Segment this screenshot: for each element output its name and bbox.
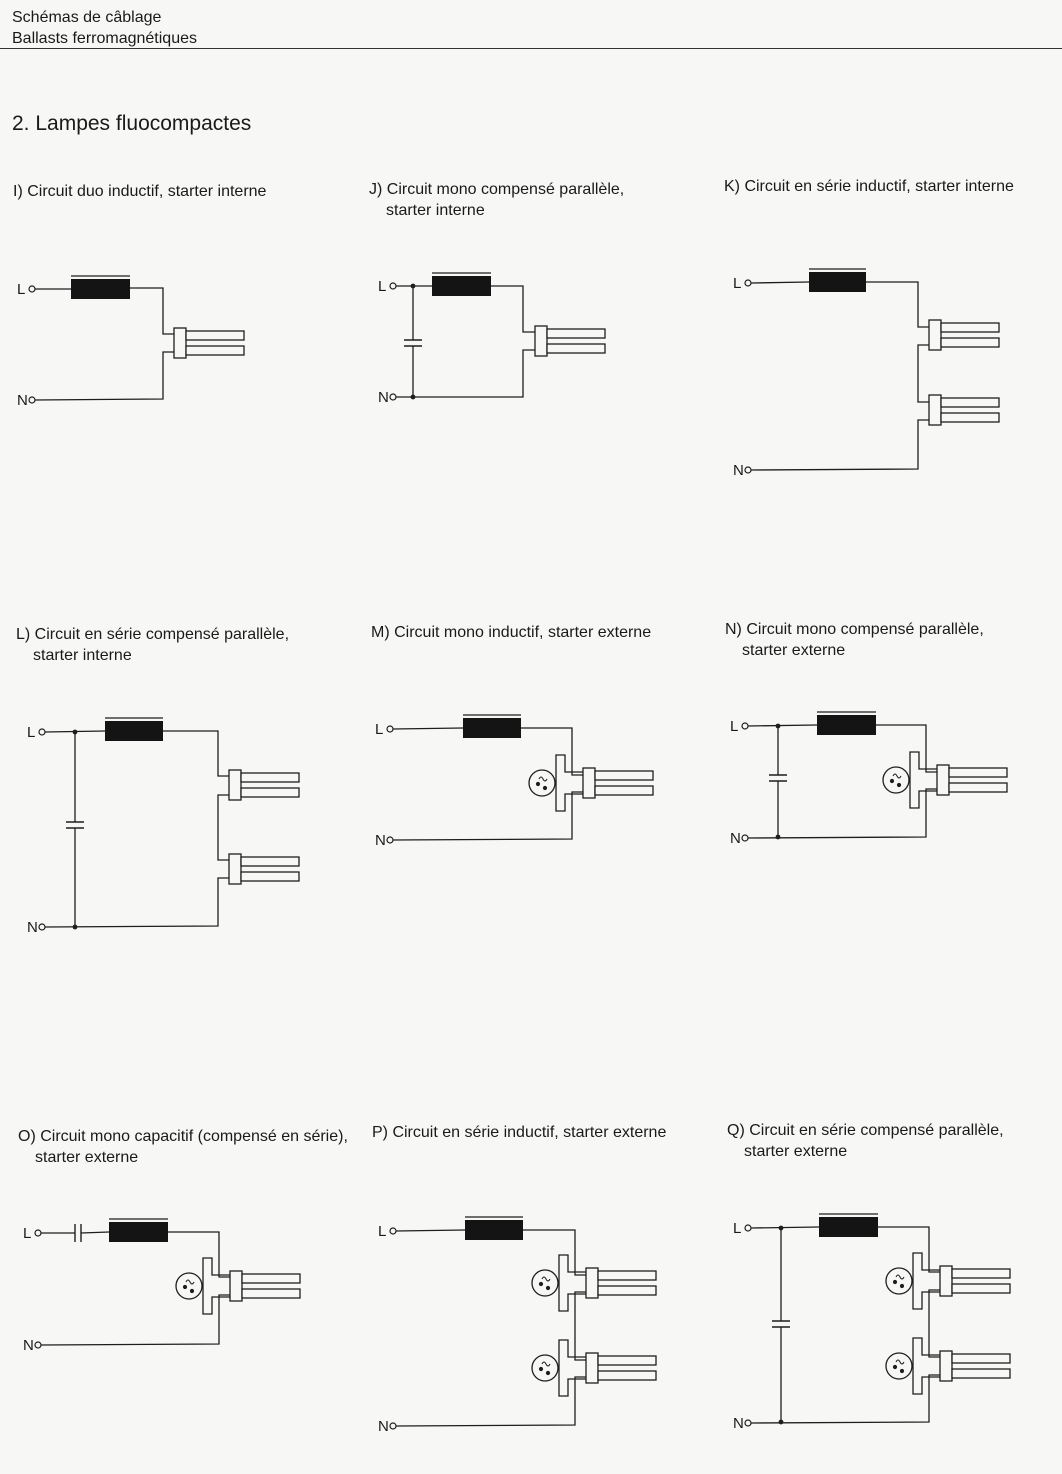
terminal-icon xyxy=(745,1420,751,1426)
section-title: 2. Lampes fluocompactes xyxy=(12,112,252,135)
wire xyxy=(491,286,535,332)
terminal-label: N xyxy=(27,919,38,936)
caption-line: I) Circuit duo inductif, starter interne xyxy=(13,183,267,200)
lamp-tube xyxy=(598,1286,656,1295)
terminal-label: L xyxy=(17,281,26,298)
circuit-q-diagram xyxy=(733,1214,1010,1432)
terminal-icon xyxy=(35,1230,41,1236)
wire xyxy=(748,725,817,726)
wire xyxy=(751,282,809,283)
lamp-base xyxy=(229,854,241,884)
lamp-tube xyxy=(941,338,999,347)
terminal-icon xyxy=(39,729,45,735)
wire xyxy=(751,1375,940,1423)
lamp-base xyxy=(229,770,241,800)
lamp-tube xyxy=(241,857,299,866)
terminal-icon xyxy=(29,286,35,292)
caption-line: J) Circuit mono compensé parallèle, xyxy=(369,181,625,198)
lamp-base xyxy=(940,1351,952,1381)
wire xyxy=(910,752,937,808)
terminal-icon xyxy=(745,280,751,286)
ballast-choke xyxy=(432,276,491,296)
lamp-base xyxy=(586,1353,598,1383)
terminal-label: N xyxy=(378,1418,389,1435)
lamp-tube xyxy=(186,346,244,355)
terminal-label: L xyxy=(27,724,36,741)
caption-line: starter externe xyxy=(35,1149,139,1166)
lamp-tube xyxy=(241,788,299,797)
wire xyxy=(748,789,937,838)
starter-pin xyxy=(183,1285,187,1289)
wire xyxy=(218,795,229,860)
wire xyxy=(878,1227,940,1272)
caption-line: Q) Circuit en série compensé parallèle, xyxy=(727,1122,1004,1139)
starter-pin xyxy=(893,1365,897,1369)
lamp-base xyxy=(586,1268,598,1298)
lamp-tube xyxy=(952,1284,1010,1293)
terminal-label: L xyxy=(23,1225,32,1242)
ballast-choke xyxy=(105,721,163,741)
lamp-tube xyxy=(949,768,1007,777)
wire xyxy=(559,1340,586,1396)
starter-icon xyxy=(532,1355,558,1381)
circuit-i-diagram xyxy=(17,276,244,409)
starter-icon xyxy=(529,770,555,796)
terminal-label: L xyxy=(378,278,387,295)
starter-icon xyxy=(176,1273,202,1299)
ballast-choke xyxy=(817,715,876,735)
terminal-label: N xyxy=(378,389,389,406)
lamp-tube xyxy=(949,783,1007,792)
lamp-tube xyxy=(941,413,999,422)
lamp-tube xyxy=(598,1356,656,1365)
lamp-tube xyxy=(547,344,605,353)
terminal-label: L xyxy=(378,1223,387,1240)
ballast-choke xyxy=(71,279,130,299)
starter-pin xyxy=(539,1282,543,1286)
starter-pin xyxy=(890,779,894,783)
wire xyxy=(168,1232,230,1277)
terminal-icon xyxy=(742,835,748,841)
terminal-label: N xyxy=(733,462,744,479)
wire xyxy=(521,728,583,775)
caption-line: K) Circuit en série inductif, starter interne xyxy=(724,178,1014,195)
lamp-tube xyxy=(598,1271,656,1280)
terminal-icon xyxy=(390,1423,396,1429)
lamp-tube xyxy=(952,1369,1010,1378)
lamp-base xyxy=(583,768,595,798)
ballast-choke xyxy=(463,718,521,738)
terminal-label: N xyxy=(17,392,28,409)
header-line-2: Ballasts ferromagnétiques xyxy=(12,30,197,47)
lamp-tube xyxy=(242,1289,300,1298)
terminal-label: L xyxy=(733,275,742,292)
terminal-icon xyxy=(742,723,748,729)
lamp-tube xyxy=(547,329,605,338)
starter-icon xyxy=(883,767,909,793)
starter-pin xyxy=(546,1371,550,1375)
wire xyxy=(575,1292,586,1360)
circuit-j-diagram xyxy=(378,273,605,406)
terminal-icon xyxy=(39,924,45,930)
terminal-label: N xyxy=(23,1337,34,1354)
circuit-m-diagram xyxy=(375,715,653,849)
wire xyxy=(203,1258,230,1314)
wire xyxy=(35,352,174,400)
lamp-tube xyxy=(595,786,653,795)
wire xyxy=(556,755,583,811)
starter-icon xyxy=(532,1270,558,1296)
starter-pin xyxy=(900,1369,904,1373)
wire xyxy=(913,1253,940,1309)
terminal-label: L xyxy=(733,1220,742,1237)
lamp-tube xyxy=(242,1274,300,1283)
starter-pin xyxy=(546,1286,550,1290)
circuit-p-diagram xyxy=(378,1217,656,1435)
circuit-k-diagram xyxy=(733,269,999,479)
wire xyxy=(929,1290,940,1357)
lamp-base xyxy=(929,395,941,425)
caption-line: starter externe xyxy=(742,642,846,659)
wire xyxy=(393,728,463,729)
caption-line: starter externe xyxy=(744,1143,848,1160)
wire xyxy=(523,1230,586,1275)
terminal-label: N xyxy=(733,1415,744,1432)
caption-line: O) Circuit mono capacitif (compensé en série), xyxy=(18,1128,348,1145)
terminal-icon xyxy=(390,1228,396,1234)
wire xyxy=(751,1227,819,1228)
lamp-tube xyxy=(595,771,653,780)
terminal-icon xyxy=(745,467,751,473)
circuit-l-diagram xyxy=(27,718,299,936)
starter-pin xyxy=(900,1284,904,1288)
wire xyxy=(876,725,937,772)
lamp-tube xyxy=(241,872,299,881)
terminal-icon xyxy=(29,397,35,403)
lamp-tube xyxy=(952,1354,1010,1363)
wire xyxy=(913,1338,940,1394)
lamp-base xyxy=(937,765,949,795)
wire xyxy=(45,878,229,927)
terminal-icon xyxy=(387,837,393,843)
header-line-1: Schémas de câblage xyxy=(12,9,162,26)
ballast-choke xyxy=(465,1220,523,1240)
terminal-icon xyxy=(387,726,393,732)
terminal-label: N xyxy=(375,832,386,849)
starter-icon xyxy=(886,1353,912,1379)
wire xyxy=(918,345,929,402)
caption-line: M) Circuit mono inductif, starter externe xyxy=(371,624,652,641)
wire xyxy=(163,731,229,776)
caption-line: starter interne xyxy=(386,202,485,219)
terminal-label: L xyxy=(730,718,739,735)
ballast-choke xyxy=(809,272,866,292)
lamp-tube xyxy=(952,1269,1010,1278)
circuit-o-diagram xyxy=(23,1219,300,1354)
terminal-icon xyxy=(390,283,396,289)
terminal-icon xyxy=(390,394,396,400)
caption-line: P) Circuit en série inductif, starter externe xyxy=(372,1124,667,1141)
wire xyxy=(41,1295,230,1345)
starter-pin xyxy=(543,786,547,790)
lamp-tube xyxy=(186,331,244,340)
terminal-label: N xyxy=(730,830,741,847)
terminal-label: L xyxy=(375,721,384,738)
lamp-base xyxy=(230,1271,242,1301)
lamp-base xyxy=(929,320,941,350)
lamp-tube xyxy=(941,398,999,407)
caption-line: L) Circuit en série compensé parallèle, xyxy=(16,626,290,643)
starter-pin xyxy=(893,1280,897,1284)
wire xyxy=(396,350,535,397)
starter-pin xyxy=(536,782,540,786)
wire xyxy=(866,282,929,327)
terminal-icon xyxy=(745,1225,751,1231)
wire xyxy=(130,288,174,334)
starter-icon xyxy=(886,1268,912,1294)
wire xyxy=(396,1230,465,1231)
wire xyxy=(393,792,583,840)
wire xyxy=(396,1377,586,1426)
wire xyxy=(81,1232,109,1233)
wire xyxy=(559,1255,586,1311)
ballast-choke xyxy=(819,1217,878,1237)
caption-line: N) Circuit mono compensé parallèle, xyxy=(725,621,984,638)
caption-line: starter interne xyxy=(33,647,132,664)
starter-pin xyxy=(190,1289,194,1293)
wire xyxy=(751,420,929,470)
starter-pin xyxy=(539,1367,543,1371)
lamp-base xyxy=(174,328,186,358)
ballast-choke xyxy=(109,1222,168,1242)
lamp-tube xyxy=(241,773,299,782)
lamp-tube xyxy=(598,1371,656,1380)
lamp-base xyxy=(535,326,547,356)
lamp-tube xyxy=(941,323,999,332)
terminal-icon xyxy=(35,1342,41,1348)
circuit-n-diagram xyxy=(730,712,1007,847)
starter-pin xyxy=(897,783,901,787)
lamp-base xyxy=(940,1266,952,1296)
